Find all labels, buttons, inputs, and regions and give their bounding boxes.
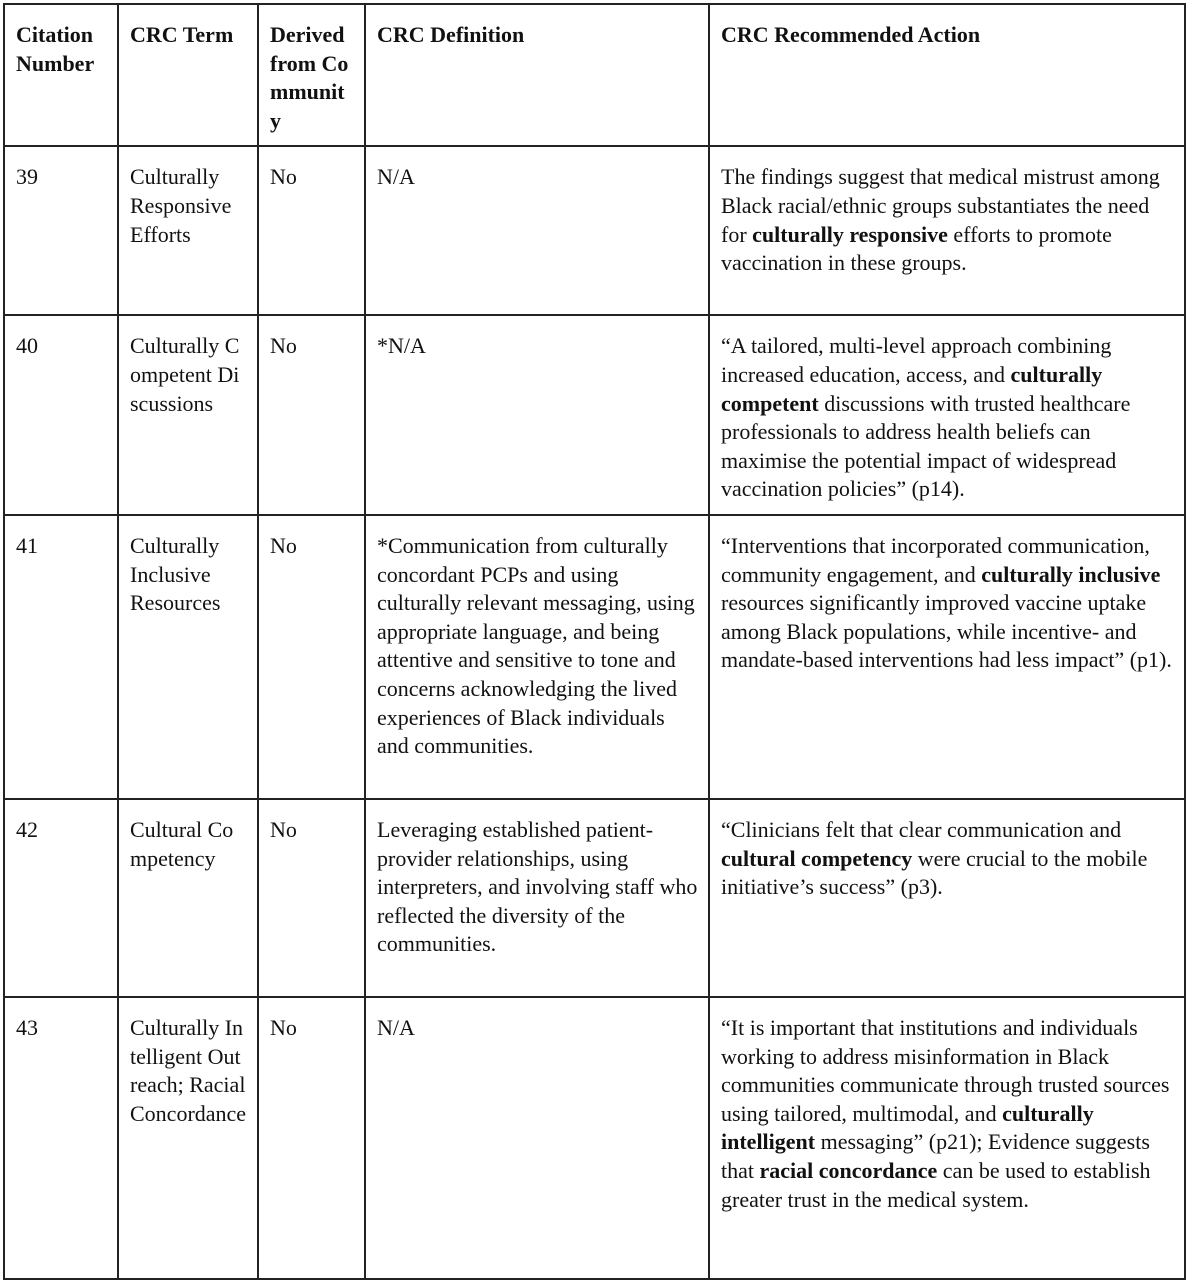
action-bold-term: culturally responsive	[752, 221, 948, 247]
crc-recommended-action-cell	[709, 315, 1185, 515]
action-bold-term: culturally competent	[721, 361, 1103, 416]
header-crc-definition: CRC Definition	[365, 4, 709, 146]
action-text: “Interventions that incorporated communication, community engagement, and	[721, 532, 1150, 587]
action-bold-term: cultural competency	[721, 845, 913, 871]
header-crc-term: CRC Term	[118, 4, 258, 146]
action-text: “Clinicians felt that clear communication and	[721, 816, 1122, 842]
crc-definition-cell: N/A	[365, 146, 709, 315]
header-citation-number: Citation Number	[4, 4, 118, 146]
derived-from-community-cell: No	[258, 799, 365, 997]
table-header-row	[4, 4, 1185, 146]
derived-from-community-cell: No	[258, 515, 365, 799]
citation-number-cell: 39	[4, 146, 118, 315]
action-text: The findings suggest that medical mistrust among Black racial/ethnic groups substantiates the need for	[721, 164, 1160, 247]
action-bold-term: culturally intelligent	[721, 1100, 1094, 1155]
action-text: can be used to establish greater trust in the medical system.	[721, 1157, 1151, 1212]
citation-number-cell: 43	[4, 997, 118, 1279]
action-text: “A tailored, multi-level approach combining increased education, access, and	[721, 333, 1112, 387]
crc-term-cell: Culturally Inclusive Resources	[118, 515, 258, 799]
citation-number-cell: 42	[4, 799, 118, 997]
crc-recommended-action-cell	[709, 146, 1185, 315]
crc-term-cell: Culturally Responsive Efforts	[118, 146, 258, 315]
crc-definition-cell: *N/A	[365, 315, 709, 515]
table-row	[4, 515, 1185, 799]
table-row	[4, 315, 1185, 515]
action-text: efforts to promote vaccination in these groups.	[721, 221, 1112, 276]
crc-recommended-action-cell	[709, 799, 1185, 997]
derived-from-community-cell: No	[258, 315, 365, 515]
crc-term-cell: Cultural Competency	[118, 799, 258, 997]
citation-number-cell: 40	[4, 315, 118, 515]
table-row	[4, 997, 1185, 1279]
action-text: resources significantly improved vaccine uptake among Black populations, while incentive- and mandate-based interventions had less impact” (p1).	[721, 590, 1172, 673]
action-text: “It is important that institutions and individuals working to address misinformation in Black communities communicate through trusted sources using tailored, multimodal, and	[721, 1014, 1170, 1126]
action-text: messaging” (p21); Evidence suggests that	[721, 1129, 1150, 1183]
crc-term-cell: Culturally Competent Discussions	[118, 315, 258, 515]
action-bold-term: racial concordance	[759, 1157, 938, 1183]
citation-number-cell: 41	[4, 515, 118, 799]
crc-definition-cell: *Communication from culturally concordant PCPs and using culturally relevant messaging, using appropriate language, and being attentive and sensitive to tone and concerns acknowledging the lived experiences of Black individuals and communities.	[365, 515, 709, 799]
derived-from-community-cell: No	[258, 997, 365, 1279]
crc-definition-cell: Leveraging established patient-provider relationships, using interpreters, and involving staff who reflected the diversity of the communities.	[365, 799, 709, 997]
crc-term-cell: Culturally Intelligent Outreach; Racial Concordance	[118, 997, 258, 1279]
table-row	[4, 799, 1185, 997]
action-text: were crucial to the mobile initiative’s success” (p3).	[721, 845, 1148, 900]
table-row	[4, 146, 1185, 315]
header-derived-from-community: Derived from Community	[258, 4, 365, 146]
crc-terms-table	[3, 3, 1186, 1280]
action-bold-term: culturally inclusive	[981, 561, 1161, 587]
crc-recommended-action-cell	[709, 515, 1185, 799]
action-text: discussions with trusted healthcare professionals to address health beliefs can maximise the potential impact of widespread vaccination policies” (p14).	[721, 390, 1131, 502]
crc-recommended-action-cell	[709, 997, 1185, 1279]
crc-definition-cell: N/A	[365, 997, 709, 1279]
header-crc-recommended-action: CRC Recommended Action	[709, 4, 1185, 146]
derived-from-community-cell: No	[258, 146, 365, 315]
